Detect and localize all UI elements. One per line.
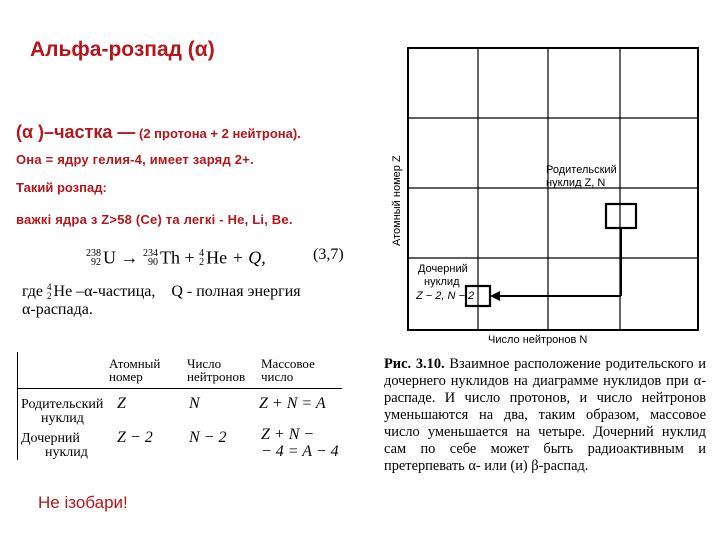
daughter-z: Z − 2 (117, 429, 153, 446)
row-parent-label: Родительский нуклид (21, 397, 104, 426)
header-mass-number: Массовое число (261, 356, 315, 384)
he-mass-number: 4 (199, 247, 205, 259)
slide-title: Альфа-розпад (α) (30, 38, 215, 61)
alpha-particle-composition: (2 протона + 2 нейтрона). (135, 126, 301, 141)
y-axis-label: Атомный номер Z (391, 155, 403, 246)
parent-label-line1: Родительский (546, 164, 617, 176)
th-mass-number: 234 (143, 247, 158, 259)
where-prefix: где (22, 283, 44, 300)
header-atomic-number: Атомный номер (109, 356, 161, 384)
where-he-mass: 4 (47, 282, 52, 293)
daughter-a: Z + N − − 4 = A − 4 (261, 426, 339, 460)
x-axis-label: Число нейтронов N (488, 334, 588, 346)
equation-number: (3,7) (313, 246, 344, 263)
plus-sign: + (184, 247, 195, 268)
helium-equivalence-text: Она = ядру гелия-4, имеет заряд 2+. (16, 152, 254, 167)
energy-term: + Q, (231, 247, 266, 268)
u-mass-number: 238 (86, 247, 101, 259)
header-neutron-number: Число нейтронов (187, 356, 246, 384)
he-charge-number: 2 (199, 256, 205, 268)
where-he-charge: 2 (47, 291, 52, 302)
parent-z: Z (117, 395, 126, 412)
helium-symbol: He (206, 247, 228, 268)
arrow-head (490, 291, 500, 301)
where-he-text: He –α-частица, (53, 283, 156, 300)
daughter-label-line2: нуклид (424, 276, 460, 288)
not-isobars-note: Не ізобари! (38, 493, 128, 512)
alpha-particle-term: (α )–частка — (16, 122, 136, 142)
caption-text: Взаимное расположение родительского и дочернего нуклидов на диаграмме нуклидов при α-распаде. И число протонов, и число нейтронов уменьшаются на два, таким образом, массовое число уменьшается на четыре. Дочерний нуклид сам по себе может быть радиоактивным и претерпевать α- или (и) β-распад. (384, 356, 706, 474)
th-charge-number: 90 (148, 256, 158, 268)
daughter-n: N − 2 (189, 429, 227, 446)
row-daughter-label: Дочерний нуклид (21, 431, 88, 460)
reaction-arrow: → (120, 247, 139, 268)
where-line-2: α-распада. (22, 301, 93, 318)
daughter-label-line3: Z − 2, N − 2 (416, 290, 475, 302)
u-charge-number: 92 (91, 256, 101, 268)
heavy-nuclei-text: важкі ядра з Z>58 (Ce) та легкі - He, Li, Be. (16, 212, 293, 227)
figure-caption (384, 356, 706, 475)
parent-nuclide-box (606, 204, 636, 228)
thorium-symbol: Th (160, 247, 180, 268)
parent-n: N (189, 395, 200, 412)
parent-label-line2: нуклид Z, N (546, 177, 606, 189)
parent-a: Z + N = A (259, 395, 326, 412)
uranium-symbol: U (103, 247, 116, 268)
daughter-label-line1: Дочерний (418, 263, 468, 275)
decay-intro-text: Такий розпад: (16, 180, 107, 195)
caption-lead: Рис. 3.10. (384, 356, 445, 372)
where-q-text: Q - полная энергия (171, 283, 301, 300)
